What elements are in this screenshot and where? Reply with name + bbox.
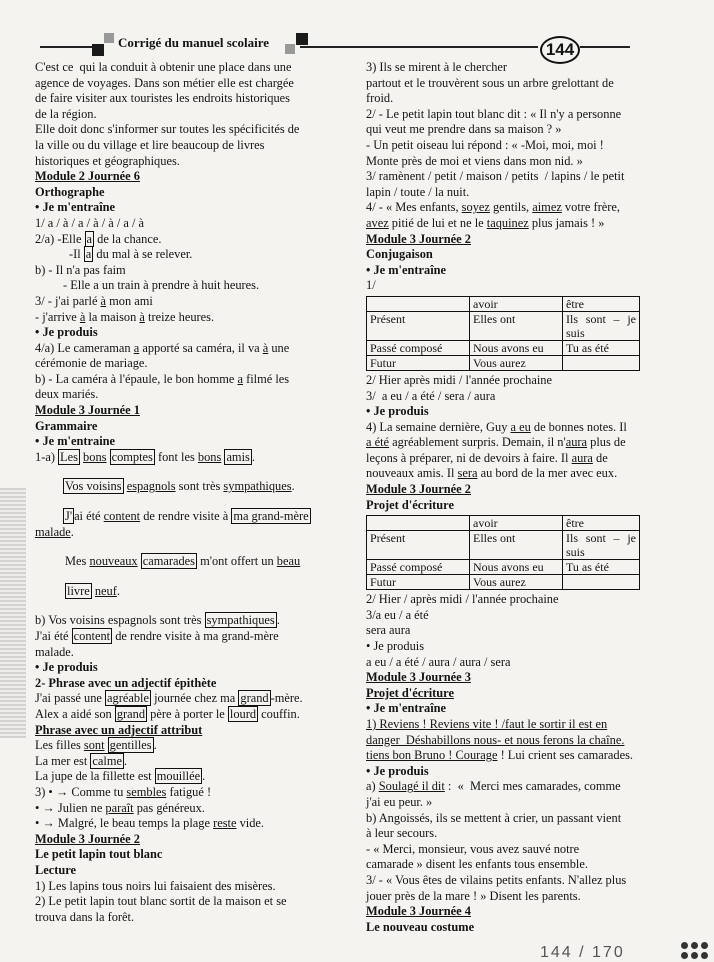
text-span: b) Vos voisins espagnols sont très xyxy=(35,613,205,628)
text-span: • → Malgré, le beau temps la plage xyxy=(35,816,214,831)
text-line xyxy=(35,754,325,770)
exercise-label: • Je produis xyxy=(35,325,325,341)
boxed-word: livre xyxy=(67,583,90,598)
underlined-word: soyez xyxy=(461,200,490,215)
text-line xyxy=(35,629,325,645)
conjugation-table xyxy=(366,296,640,371)
text-line: 1) Les lapins tous noirs lui faisaient des misères. xyxy=(35,878,276,893)
text-span: . xyxy=(202,769,206,784)
underlined-word: paraît xyxy=(105,800,134,815)
exercise-label: • Je m'entraîne xyxy=(366,263,649,279)
text-span: gentils, xyxy=(489,200,533,215)
subheading: Projet d'écriture xyxy=(366,497,454,512)
header-rule xyxy=(580,46,630,48)
exercise-label: • Je m'entraîne xyxy=(366,701,649,717)
text-span: pas généreux. xyxy=(133,800,205,815)
underlined-word: sympathiques xyxy=(223,479,292,494)
section-heading: Module 3 Journée 4 xyxy=(366,904,471,919)
subheading: Lecture xyxy=(35,862,77,877)
boxed-word: grand xyxy=(240,691,269,706)
boxed-word: J' xyxy=(65,509,73,524)
table-cell: Elles ont xyxy=(470,531,563,560)
text-line: de faire visiter aux touristes les endroits historiques xyxy=(35,91,290,106)
text-line xyxy=(35,450,325,466)
underlined-word: Soulagé il dit xyxy=(378,779,445,794)
subheading: Phrase avec un adjectif attribut xyxy=(35,722,203,737)
text-span: Alex a aidé son xyxy=(35,706,115,721)
underlined-word: sera xyxy=(457,466,478,481)
underlined-word: à xyxy=(139,309,145,324)
text-span: • → Julien ne xyxy=(35,800,106,815)
text-span: Les filles xyxy=(35,738,84,753)
boxed-word: lourd xyxy=(229,706,257,721)
text-span: de rendre visite à xyxy=(140,509,232,524)
page-counter: 144 / 170 xyxy=(540,944,625,961)
text-line: a eu / a été / aura / aura / sera xyxy=(366,654,511,669)
text-line: b) - Il n'a pas faim xyxy=(35,262,126,277)
table-row xyxy=(367,311,640,340)
text-span: 4) La semaine dernière, Guy xyxy=(366,419,511,434)
text-line: 1) Reviens ! Reviens vite ! /faut le sortir il est en xyxy=(366,717,608,731)
underlined-word: nouveaux xyxy=(89,554,138,569)
text-line: b) Angoissés, ils se mettent à crier, un passant vient xyxy=(366,810,622,825)
text-line xyxy=(366,216,649,232)
table-row xyxy=(367,531,640,560)
text-span: b) - La caméra à l'épaule, le bon homme xyxy=(35,371,238,386)
text-span: pitié de lui et ne le xyxy=(388,215,487,230)
text-span: font les xyxy=(157,449,198,464)
table-cell: être xyxy=(563,516,640,531)
table-row xyxy=(367,575,640,590)
text-span: plus jamais ! » xyxy=(528,215,605,230)
boxed-word: Les xyxy=(60,449,78,464)
underlined-word: tiens bon Bruno ! Courage xyxy=(366,748,498,763)
text-line xyxy=(35,310,325,326)
text-line xyxy=(35,372,325,388)
text-line: de la région. xyxy=(35,106,97,121)
text-line xyxy=(35,613,325,629)
exercise-label: • Je produis xyxy=(366,764,649,780)
dot xyxy=(691,942,698,949)
text-line: cérémonie de mariage. xyxy=(35,356,148,371)
underlined-word: à xyxy=(100,293,107,308)
table-cell: Présent xyxy=(367,311,470,340)
boxed-word: camarades xyxy=(142,554,195,569)
text-line: à leur secours. xyxy=(366,826,438,841)
text-line: 2/ Hier après midi / l'année prochaine xyxy=(366,372,552,387)
table-row xyxy=(367,296,640,311)
header-decor-square xyxy=(296,33,308,45)
text-line: partout et le trouvèrent sous un arbre grelottant de xyxy=(366,75,614,90)
text-span: père à porter le xyxy=(147,706,228,721)
text-line xyxy=(35,554,325,570)
text-span: nouveaux amis. Il xyxy=(366,466,458,481)
text-line xyxy=(35,707,325,723)
boxed-word: agréable xyxy=(107,691,149,706)
right-column xyxy=(366,60,649,935)
text-line: 3/ a eu / a été / sera / aura xyxy=(366,388,496,403)
underlined-word: espagnols xyxy=(126,479,176,494)
section-heading: Module 2 Journée 6 xyxy=(35,169,140,184)
text-span: La mer est xyxy=(35,753,91,768)
text-line: 3) Ils se mirent à le chercher xyxy=(366,60,508,74)
text-span: - j'arrive xyxy=(35,309,80,324)
text-span: Mes xyxy=(65,554,90,569)
text-line: trouva dans la forêt. xyxy=(35,909,135,924)
dot xyxy=(701,942,708,949)
underlined-word: beau xyxy=(276,554,301,569)
header-title: Corrigé du manuel scolaire xyxy=(118,35,270,50)
text-span: . xyxy=(153,738,157,753)
text-span: plus de xyxy=(587,435,626,450)
underlined-word: reste xyxy=(213,816,237,831)
text-line: 1/ a / à / a / à / à / a / à xyxy=(35,215,145,230)
text-span: apporté sa caméra, il va xyxy=(139,340,263,355)
text-span: 4/ - « Mes enfants, xyxy=(366,200,462,215)
text-span: . xyxy=(251,449,255,464)
subheading: Projet d'écriture xyxy=(366,685,454,700)
header-decor-square xyxy=(92,44,104,56)
subheading: Le petit lapin tout blanc xyxy=(35,847,163,862)
table-cell: Passé composé xyxy=(367,340,470,355)
section-heading: Module 3 Journée 3 xyxy=(366,670,471,685)
subheading: Grammaire xyxy=(35,418,98,433)
text-line xyxy=(35,816,325,832)
text-line: jouer près de la mare ! » Disent les parents. xyxy=(366,888,581,903)
subheading: Orthographe xyxy=(35,184,105,199)
text-line: - Un petit oiseau lui répond : « -Moi, moi, moi ! xyxy=(366,137,604,152)
text-span: -Il xyxy=(69,247,84,262)
text-line xyxy=(366,435,649,451)
text-span: leçons à préparer, ni de devoirs à faire. Il xyxy=(366,450,572,465)
text-span: treize heures. xyxy=(144,309,215,324)
boxed-word: content xyxy=(73,629,111,643)
exercise-label: • Je m'entraine xyxy=(35,434,325,450)
text-span: La jupe de la fillette est xyxy=(35,769,155,784)
text-line: 2) Le petit lapin tout blanc sortit de la maison et se xyxy=(35,894,287,909)
underlined-word: aura xyxy=(571,450,593,465)
table-row xyxy=(367,516,640,531)
text-span: J'ai été xyxy=(35,629,72,643)
text-line: la ville ou du village et lire beaucoup de livres xyxy=(35,137,265,152)
underlined-word: sont xyxy=(83,738,105,753)
underlined-word: avez xyxy=(366,215,389,230)
dot xyxy=(681,952,688,959)
table-cell xyxy=(367,296,470,311)
underlined-word: neuf xyxy=(94,583,117,598)
header-decor-square xyxy=(104,33,114,43)
text-span: -mère. xyxy=(270,691,303,706)
text-span: de xyxy=(592,450,608,465)
underlined-word: aura xyxy=(565,435,588,450)
exercise-label: • Je produis xyxy=(366,404,649,420)
table-cell: Tu as été xyxy=(563,560,640,575)
text-line: 2/ - Le petit lapin tout blanc dit : « Il n'y a personne xyxy=(366,106,622,121)
text-span: mon ami xyxy=(106,293,153,308)
text-line xyxy=(35,341,325,357)
text-line: • Je produis xyxy=(366,639,649,655)
table-row xyxy=(367,560,640,575)
text-span: sont très xyxy=(175,479,224,494)
text-line xyxy=(366,420,649,436)
text-span: ai été xyxy=(74,509,104,524)
underlined-word: content xyxy=(103,509,141,524)
text-line xyxy=(366,466,649,482)
underlined-word: a xyxy=(133,340,140,355)
text-line xyxy=(35,801,325,817)
text-span: journée chez ma xyxy=(151,691,239,706)
table-cell: Vous aurez xyxy=(470,575,563,590)
text-span: . xyxy=(70,524,74,539)
text-line xyxy=(35,691,325,707)
boxed-word: amis xyxy=(226,449,250,464)
underlined-word: a xyxy=(237,371,243,386)
text-line xyxy=(35,769,325,785)
text-line xyxy=(35,738,325,754)
text-line: C'est ce qui la conduit à obtenir une place dans une xyxy=(35,60,292,74)
table-cell: Nous avons eu xyxy=(470,560,563,575)
boxed-word: grand xyxy=(116,706,146,721)
table-cell xyxy=(367,516,470,531)
dot xyxy=(701,952,708,959)
text-span: une xyxy=(268,340,290,355)
text-line xyxy=(35,232,325,248)
table-cell: Nous avons eu xyxy=(470,340,563,355)
text-span: votre frère, xyxy=(561,200,620,215)
table-cell: Vous aurez xyxy=(470,355,563,370)
text-line: 3/a eu / a été xyxy=(366,607,429,622)
exercise-label: • Je produis xyxy=(35,660,325,676)
text-line xyxy=(366,451,649,467)
table-cell: avoir xyxy=(470,296,563,311)
text-span: de la chance. xyxy=(94,231,162,246)
text-line xyxy=(35,294,325,310)
page-number-badge: 144 xyxy=(540,36,580,64)
table-cell: Présent xyxy=(367,531,470,560)
text-span: 2/a) -Elle xyxy=(35,231,85,246)
table-row xyxy=(367,355,640,370)
text-line: Elle doit donc s'informer sur toutes les spécificités de xyxy=(35,122,300,137)
boxed-word: a xyxy=(86,231,93,246)
text-span: . xyxy=(123,753,128,768)
text-line: 1/ xyxy=(366,278,376,293)
section-heading: Module 3 Journée 2 xyxy=(366,482,471,497)
text-span: 4/a) Le cameraman xyxy=(35,340,134,355)
text-span: J'ai passé une xyxy=(35,691,106,706)
text-line: deux mariés. xyxy=(35,387,99,402)
text-line: lapin / toute / la nuit. xyxy=(366,184,470,199)
page-header xyxy=(0,0,714,60)
header-rule xyxy=(40,46,100,48)
text-line: agence de voyages. Dans son métier elle est chargée xyxy=(35,75,294,90)
table-cell: Futur xyxy=(367,575,470,590)
text-span: 3/ - j'ai parlé xyxy=(35,293,101,308)
conjugation-table xyxy=(366,515,640,590)
text-line: camarade » disent les enfants tous ensemble. xyxy=(366,857,588,872)
text-line xyxy=(35,525,325,541)
scan-edge-shadow xyxy=(0,488,26,738)
text-line xyxy=(366,779,649,795)
text-span: a) xyxy=(366,779,379,794)
boxed-word: gentilles xyxy=(109,738,152,753)
table-cell xyxy=(563,575,640,590)
text-span: du mal à se relever. xyxy=(93,247,193,262)
text-span: vide. xyxy=(236,816,265,831)
text-line xyxy=(366,748,649,764)
subheading: 2- Phrase avec un adjectif épithète xyxy=(35,675,217,690)
text-line: 3/ - « Vous êtes de vilains petits enfants. N'allez plus xyxy=(366,872,627,887)
table-row xyxy=(367,340,640,355)
text-span: . xyxy=(276,613,280,628)
more-options-icon[interactable] xyxy=(681,942,709,960)
text-span: de bonnes notes. Il xyxy=(530,419,627,434)
text-line: danger Déshabillons nous- et nous ferons la chaîne. xyxy=(366,732,625,747)
underlined-word: a eu xyxy=(510,419,531,434)
text-span: fatigué ! xyxy=(166,784,212,799)
underlined-word: a été xyxy=(366,435,390,450)
boxed-word: a xyxy=(85,247,92,262)
text-line xyxy=(35,584,325,600)
text-span: la maison xyxy=(85,309,140,324)
text-line: historiques et géographiques. xyxy=(35,153,180,168)
header-rule xyxy=(300,46,538,48)
text-line: 2/ Hier / après midi / l'année prochaine xyxy=(366,592,559,607)
boxed-word: ma grand-mère xyxy=(233,509,309,524)
boxed-word: Vos voisins xyxy=(65,479,122,494)
text-line: - Elle a un train à prendre à huit heures. xyxy=(63,278,260,293)
boxed-word: comptes xyxy=(111,449,153,464)
table-cell: être xyxy=(563,296,640,311)
text-span: filmé les xyxy=(242,371,290,386)
text-span: : « Merci mes camarades, comme xyxy=(444,779,621,794)
text-line: 3/ ramènent / petit / maison / petits / lapins / le petit xyxy=(366,169,625,184)
left-column xyxy=(35,60,325,925)
text-span: 3) • → Comme tu xyxy=(35,784,127,799)
text-line xyxy=(35,509,325,525)
text-span: 1-a) xyxy=(35,449,59,464)
table-cell: Ils sont – je suis xyxy=(563,311,640,340)
text-span: de rendre visite à ma grand-mère xyxy=(112,629,279,643)
text-span: ! Lui crient ses camarades. xyxy=(497,748,634,763)
text-line: malade. xyxy=(35,644,74,659)
underlined-word: à xyxy=(262,340,269,355)
header-decor-square xyxy=(285,44,295,54)
text-span: agréablement surpris. Demain, il n' xyxy=(389,435,566,450)
text-line: sera aura xyxy=(366,623,411,638)
exercise-label: • Je m'entraîne xyxy=(35,200,325,216)
text-line: qui veut me prendre dans sa maison ? » xyxy=(366,122,562,137)
table-cell: Elles ont xyxy=(470,311,563,340)
dot xyxy=(691,952,698,959)
table-cell: Passé composé xyxy=(367,560,470,575)
subheading: Le nouveau costume xyxy=(366,919,475,934)
text-line xyxy=(35,479,325,495)
text-line: - « Merci, monsieur, vous avez sauvé notre xyxy=(366,841,580,856)
text-span: couffin. xyxy=(258,706,300,721)
text-line: j'ai eu peur. » xyxy=(366,794,433,809)
section-heading: Module 3 Journée 2 xyxy=(366,231,471,246)
text-line: froid. xyxy=(366,91,394,106)
underlined-word: bons xyxy=(83,449,107,464)
text-span: au bord de la mer avec eux. xyxy=(477,466,618,481)
underlined-word: taquinez xyxy=(486,215,529,230)
boxed-word: calme xyxy=(92,753,122,768)
section-heading: Module 3 Journée 1 xyxy=(35,403,140,418)
underlined-word: à xyxy=(79,309,86,324)
text-line xyxy=(35,785,325,801)
boxed-word: sympathiques xyxy=(206,613,275,628)
text-span: . xyxy=(116,583,120,598)
text-span: m'ont offert un xyxy=(197,554,277,569)
table-cell: Ils sont – je suis xyxy=(563,531,640,560)
table-cell: Tu as été xyxy=(563,340,640,355)
text-line xyxy=(366,200,649,216)
underlined-word: aimez xyxy=(532,200,562,215)
underlined-word: bons xyxy=(197,449,222,464)
underlined-word: malade xyxy=(35,524,71,539)
text-line xyxy=(35,247,325,263)
text-line: Monte près de moi et viens dans mon nid. » xyxy=(366,153,583,168)
dot xyxy=(681,942,688,949)
table-cell xyxy=(563,355,640,370)
text-span: . xyxy=(291,479,295,494)
table-cell: avoir xyxy=(470,516,563,531)
table-cell: Futur xyxy=(367,355,470,370)
subheading: Conjugaison xyxy=(366,247,433,262)
boxed-word: mouillée xyxy=(156,769,201,784)
underlined-word: sembles xyxy=(126,784,167,799)
section-heading: Module 3 Journée 2 xyxy=(35,831,140,846)
